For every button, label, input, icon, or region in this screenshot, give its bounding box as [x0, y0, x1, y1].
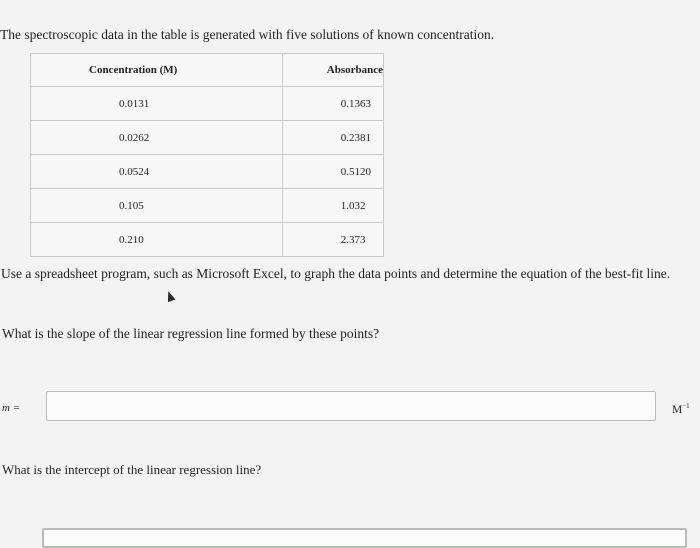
- concentration-cell: 0.0131: [31, 87, 283, 121]
- concentration-cell: 0.0262: [31, 121, 283, 155]
- slope-question: What is the slope of the linear regression line formed by these points?: [2, 326, 380, 341]
- instruction-text: Use a spreadsheet program, such as Microsoft Excel, to graph the data points and determine the equation of the best-fit line.: [1, 266, 671, 281]
- slope-input[interactable]: [46, 391, 656, 421]
- table-row: [31, 189, 384, 223]
- absorbance-cell: 2.373: [282, 223, 383, 257]
- absorbance-cell: 0.1363: [282, 87, 383, 121]
- table-row: [31, 223, 384, 257]
- intro-text: The spectroscopic data in the table is generated with five solutions of known concentration.: [0, 27, 495, 42]
- intercept-input[interactable]: [42, 528, 687, 548]
- slope-unit-exponent: −1: [682, 402, 690, 410]
- data-table: [30, 53, 384, 257]
- concentration-cell: 0.0524: [31, 155, 283, 189]
- intercept-question: What is the intercept of the linear regression line?: [2, 462, 262, 477]
- table-row: [31, 155, 384, 189]
- slope-unit-base: M: [672, 403, 683, 416]
- header-concentration: Concentration (M): [31, 54, 283, 87]
- table-row: [31, 87, 384, 121]
- absorbance-cell: 0.2381: [282, 121, 383, 155]
- slope-label: m =: [2, 402, 21, 414]
- concentration-cell: 0.210: [31, 223, 283, 257]
- concentration-cell: 0.105: [31, 189, 283, 223]
- header-absorbance: Absorbance: [282, 54, 383, 87]
- slope-unit: [672, 402, 690, 416]
- table-header-row: [31, 54, 384, 87]
- mouse-cursor-icon: [165, 290, 176, 302]
- absorbance-cell: 0.5120: [282, 155, 383, 189]
- table-row: [31, 121, 384, 155]
- absorbance-cell: 1.032: [282, 189, 383, 223]
